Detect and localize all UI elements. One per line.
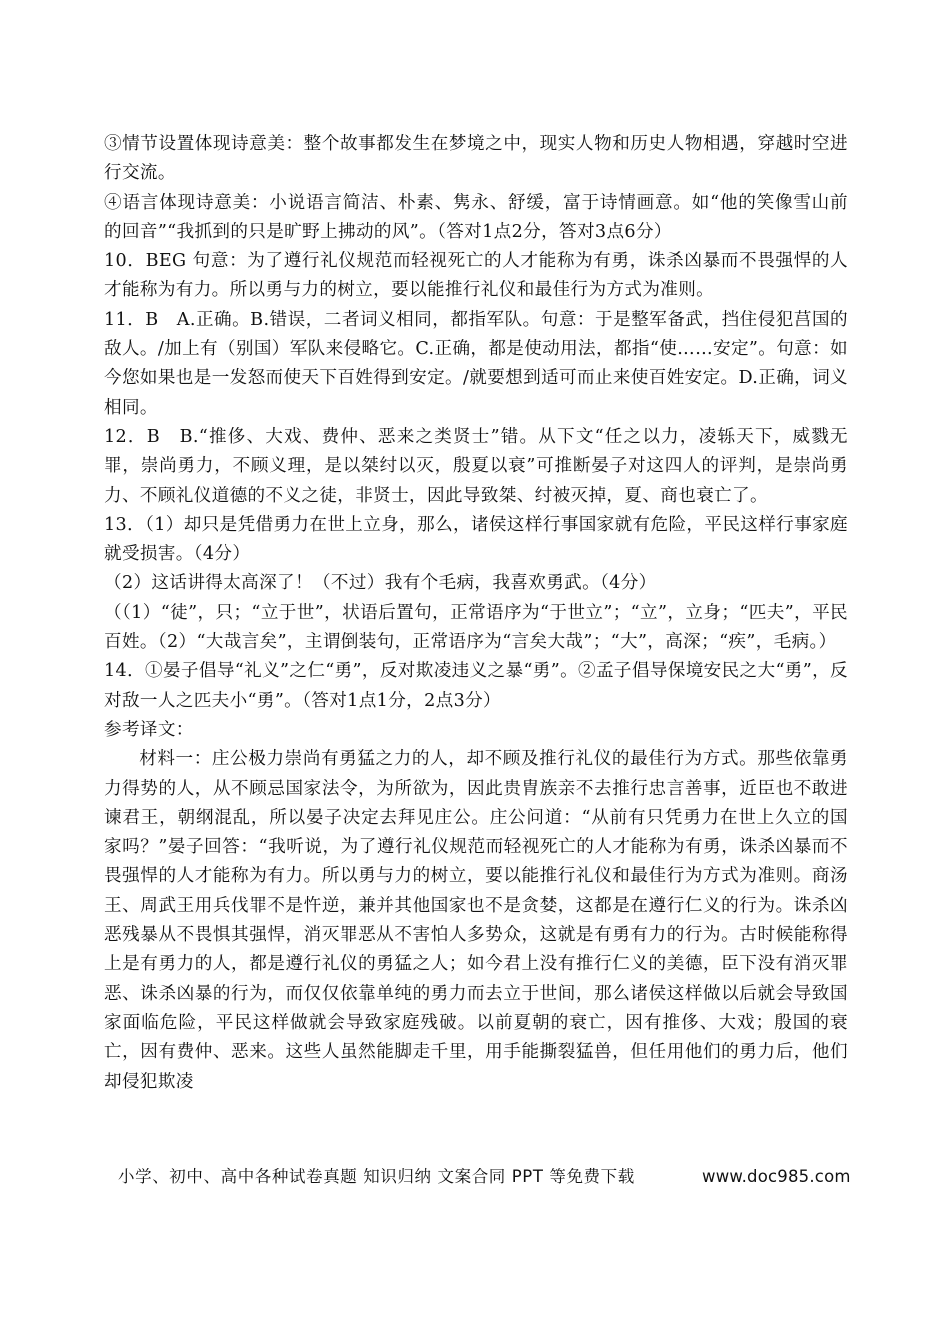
answer-paragraph: 14．①晏子倡导“礼义”之仁“勇”，反对欺凌违义之暴“勇”。②孟子倡导保境安民之大“勇”，反对敌一人之匹夫小“勇”。（答对1点1分，2点3分）	[104, 661, 848, 711]
document-body	[104, 130, 848, 1097]
answer-paragraph: （（1）“徒”，只；“立于世”，状语后置句，正常语序为“于世立”；“立”，立身；“匹夫”，平民百姓。（2）“大哉言矣”，主谓倒装句，正常语序为“言矣大哉”；“大”，高深；“疾”，毛病。）	[104, 602, 848, 653]
answer-paragraph: 10．BEG 句意：为了遵行礼仪规范而轻视死亡的人才能称为有勇，诛杀凶暴而不畏强悍的人才能称为有力。所以勇与力的树立，要以能推行礼仪和最佳行为方式为准则。	[104, 251, 848, 301]
answer-paragraph: 12．B B.“推侈、大戏、费仲、恶来之类贤士”错。从下文“任之以力，凌轹天下，威戮无罪，崇尚勇力，不顾义理，是以桀纣以灭，殷夏以衰”可推断晏子对这四人的评判，是崇尚勇力、不顾礼仪道德的不义之徒，非贤士，因此导致桀、纣被灭掉，夏、商也衰亡了。	[104, 426, 848, 506]
answer-paragraph: ④语言体现诗意美：小说语言简洁、朴素、隽永、舒缓，富于诗情画意。如“他的笑像雪山前的回音”“我抓到的只是旷野上拂动的风”。（答对1点2分，答对3点6分）	[104, 192, 848, 242]
translation-paragraph: 材料一：庄公极力崇尚有勇猛之力的人，却不顾及推行礼仪的最佳行为方式。那些依靠勇力得势的人，从不顾忌国家法令，为所欲为，因此贵胄族亲不去推行忠言善事，近臣也不敢进谏君王，朝纲混乱，所以晏子决定去拜见庄公。庄公问道：“从前有只凭勇力在世上久立的国家吗？”晏子回答：“我听说，为了遵行礼仪规范而轻视死亡的人才能称为有勇，诛杀凶暴而不畏强悍的人才能称为有力。所以勇与力的树立，要以能推行礼仪和最佳行为方式为准则。商汤王、周武王用兵伐罪不是忤逆，兼并其他国家也不是贪婪，这都是在遵行仁义的行为。诛杀凶恶残暴从不畏惧其强悍，消灭罪恶从不害怕人多势众，这就是有勇有力的行为。古时候能称得上是有勇力的人，都是遵行礼仪的勇猛之人；如今君上没有推行仁义的美德，臣下没有消灭罪恶、诛杀凶暴的行为，而仅仅依靠单纯的勇力而去立于世间，那么诸侯这样做以后就会导致国家面临危险，平民这样做就会导致家庭残破。以前夏朝的衰亡，因有推侈、大戏；殷国的衰亡，因有费仲、恶来。这些人虽然能脚走千里，用手能撕裂猛兽，但任用他们的勇力后，他们却侵犯欺凌	[104, 749, 848, 1092]
answer-paragraph: 11．B A.正确。B.错误，二者词义相同，都指军队。句意：于是整军备武，挡住侵犯莒国的敌人。/加上有（别国）军队来侵略它。C.正确，都是使动用法，都指“使……安定”。句意：如今您如果也是一发怒而使天下百姓得到安定。/就要想到适可而止来使百姓安定。D.正确，词义相同。	[104, 309, 848, 418]
answer-paragraph: ③情节设置体现诗意美：整个故事都发生在梦境之中，现实人物和历史人物相遇，穿越时空进行交流。	[104, 134, 848, 184]
footer-url: www.doc985.com	[702, 1167, 851, 1186]
answer-paragraph: 13．（1）却只是凭借勇力在世上立身，那么，诸侯这样行事国家就有危险，平民这样行事家庭就受损害。（4分）	[104, 514, 848, 565]
page-footer	[118, 1162, 851, 1192]
translation-heading: 参考译文：	[104, 719, 194, 740]
answer-paragraph: （2）这话讲得太高深了！（不过）我有个毛病，我喜欢勇武。（4分）	[104, 573, 657, 594]
footer-text: 小学、初中、高中各种试卷真题 知识归纳 文案合同 PPT 等免费下载	[118, 1167, 635, 1186]
